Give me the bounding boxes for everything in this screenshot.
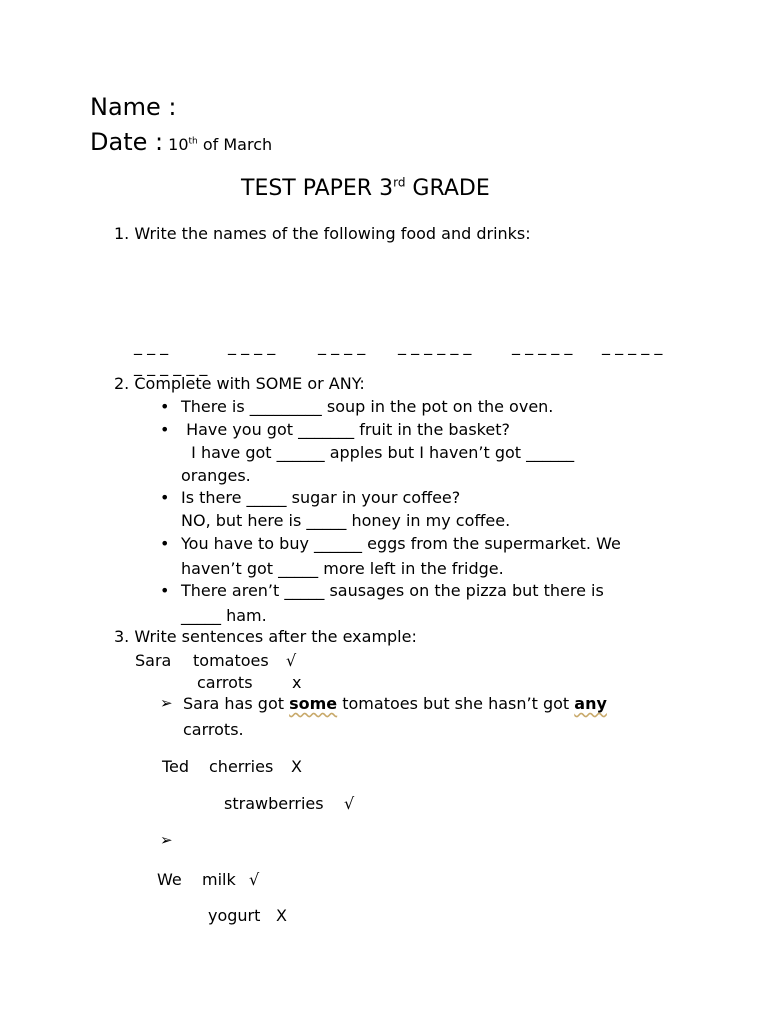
date-rest: of March xyxy=(197,135,273,154)
cross-icon: x xyxy=(292,673,302,692)
name-label: Name : xyxy=(90,93,177,121)
q2-line-1: There is _________ soup in the pot on the oven. xyxy=(181,397,554,416)
example-answer xyxy=(183,694,607,713)
q2-line-8: haven’t got _____ more left in the fridge. xyxy=(181,559,504,578)
q1-blank-row2: _ _ _ _ _ _ xyxy=(134,357,208,376)
ted-item-1: cherries xyxy=(209,757,274,776)
q1-blank-6: _ _ _ _ _ xyxy=(602,336,663,355)
q1-blank-4: _ _ _ _ _ _ xyxy=(398,336,472,355)
bullet-icon: • xyxy=(160,397,170,416)
q1-blank-2: _ _ _ _ xyxy=(228,336,276,355)
answer-some: some xyxy=(289,694,338,713)
q2-line-2: Have you got _______ fruit in the basket? xyxy=(181,420,510,439)
check-icon: √ xyxy=(344,794,355,813)
q3-prompt: 3. Write sentences after the example: xyxy=(114,627,417,646)
ted-item-2: strawberries xyxy=(224,794,324,813)
example-item-1: tomatoes xyxy=(193,651,269,670)
we-subject: We xyxy=(157,870,182,889)
title-rest: GRADE xyxy=(405,176,490,201)
we-item-2: yogurt xyxy=(208,906,261,925)
q1-blank-3: _ _ _ _ xyxy=(318,336,366,355)
cross-icon: X xyxy=(276,906,287,925)
title-main: TEST PAPER 3 xyxy=(241,176,394,201)
q2-line-6: NO, but here is _____ honey in my coffee. xyxy=(181,511,511,530)
date-line xyxy=(90,128,272,156)
example-answer-end: carrots. xyxy=(183,720,244,739)
q2-line-10: _____ ham. xyxy=(181,606,267,625)
q2-line-5: Is there _____ sugar in your coffee? xyxy=(181,488,461,507)
ted-subject: Ted xyxy=(162,757,190,776)
q2-prompt: 2. Complete with SOME or ANY: xyxy=(114,374,365,393)
arrow-icon: ➢ xyxy=(160,694,173,712)
check-icon: √ xyxy=(286,651,297,670)
we-item-1: milk xyxy=(202,870,236,889)
q2-line-3: I have got ______ apples but I haven’t got ______ xyxy=(181,443,575,462)
q2-line-9: There aren’t _____ sausages on the pizza but there is xyxy=(181,581,604,600)
title-sup: rd xyxy=(393,175,406,190)
date-label: Date : xyxy=(90,128,164,156)
page-title xyxy=(241,176,490,201)
bullet-icon: • xyxy=(160,581,170,600)
date-value xyxy=(168,135,272,154)
q1-blank-1: _ _ _ xyxy=(134,336,169,355)
q1-prompt: 1. Write the names of the following food and drinks: xyxy=(114,224,531,243)
cross-icon: X xyxy=(291,757,302,776)
bullet-icon: • xyxy=(160,420,170,439)
example-item-2: carrots xyxy=(197,673,253,692)
answer-any: any xyxy=(574,694,607,713)
example-subject: Sara xyxy=(135,651,172,670)
arrow-icon: ➢ xyxy=(160,831,173,849)
answer-mid: tomatoes but she hasn’t got xyxy=(337,694,575,713)
q1-blank-5: _ _ _ _ _ xyxy=(512,336,573,355)
q2-line-4: oranges. xyxy=(181,466,251,485)
bullet-icon: • xyxy=(160,534,170,553)
check-icon: √ xyxy=(249,870,260,889)
bullet-icon: • xyxy=(160,488,170,507)
q2-line-7: You have to buy ______ eggs from the supermarket. We xyxy=(181,534,621,553)
date-day: 10 xyxy=(168,135,189,154)
date-suffix: th xyxy=(188,136,198,147)
answer-pre: Sara has got xyxy=(183,694,290,713)
